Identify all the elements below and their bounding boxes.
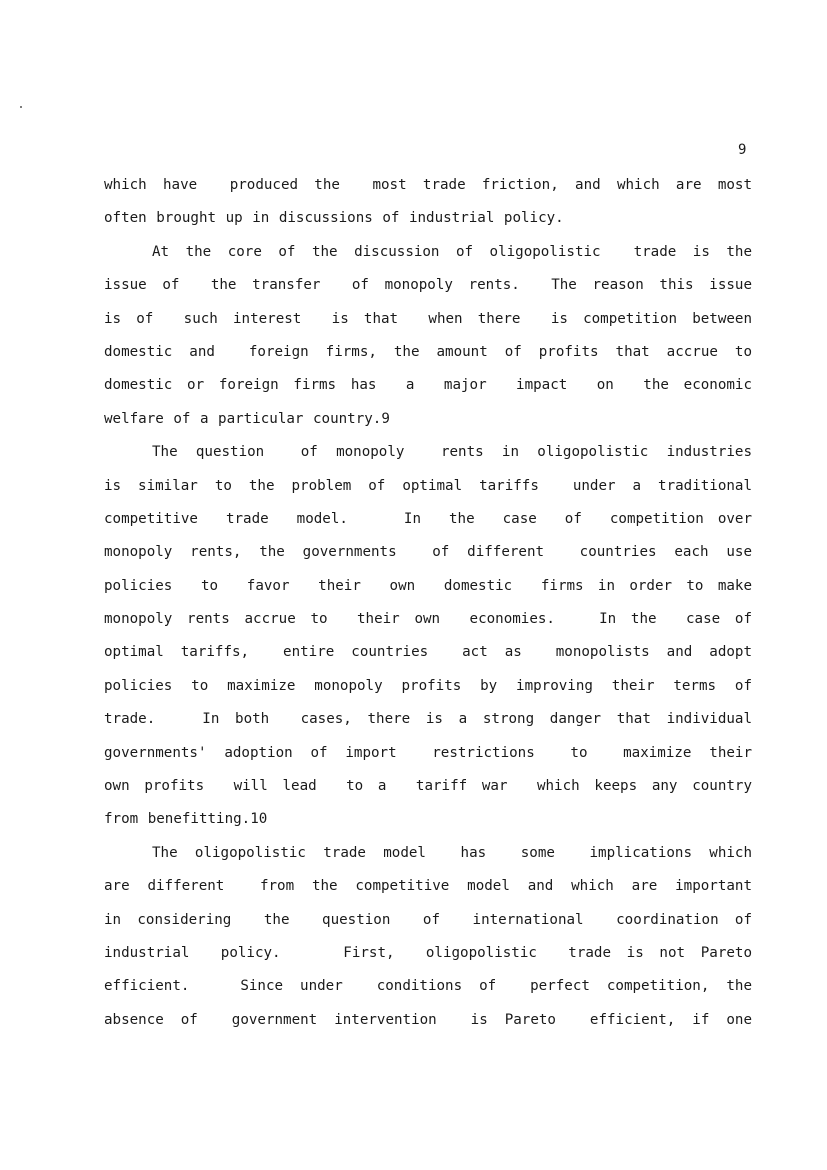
text-line: The oligopolistic trade model has some implications which [152,844,752,861]
text-line: policies to maximize monopoly profits by improving their terms of [104,677,752,694]
text-line: monopoly rents accrue to their own economies. In the case of [104,611,752,628]
text-line: often brought up in discussions of industrial policy. [104,210,564,227]
text-line: own profits will lead to a tariff war which keeps any country [104,778,752,795]
text-line: monopoly rents, the governments of different countries each use [104,544,752,561]
text-line: governments' adoption of import restrictions to maximize their [104,744,752,761]
text-line: domestic and foreign firms, the amount of profits that accrue to [104,343,752,360]
text-line: issue of the transfer of monopoly rents. The reason this issue [104,277,752,294]
text-line: industrial policy. First, oligopolistic trade is not Pareto [104,944,752,961]
text-line: policies to favor their own domestic firms in order to make [104,577,752,594]
text-line: optimal tariffs, entire countries act as monopolists and adopt [104,644,752,661]
text-line: which have produced the most trade friction, and which are most [104,177,752,193]
text-line: is of such interest is that when there is competition between [104,310,752,327]
text-line: competitive trade model. In the case of competition over [104,510,752,527]
text-line: in considering the question of international coordination of [104,911,752,928]
text-line: efficient. Since under conditions of perfect competition, the [104,978,752,995]
text-line: The question of monopoly rents in oligopolistic industries [152,444,752,461]
text-line: from benefitting.10 [104,811,268,828]
scan-speck [20,106,22,108]
text-line: domestic or foreign firms has a major impact on the economic [104,377,752,394]
text-line: is similar to the problem of optimal tariffs under a traditional [104,477,752,494]
text-line: At the core of the discussion of oligopolistic trade is the [152,243,752,260]
page-number: 9 [738,142,747,158]
text-line: welfare of a particular country.9 [104,410,390,427]
text-line: trade. In both cases, there is a strong danger that individual [104,711,752,728]
text-line: are different from the competitive model and which are important [104,878,752,895]
text-line: absence of government intervention is Pareto efficient, if one [104,1011,752,1028]
body-text [104,172,752,1040]
